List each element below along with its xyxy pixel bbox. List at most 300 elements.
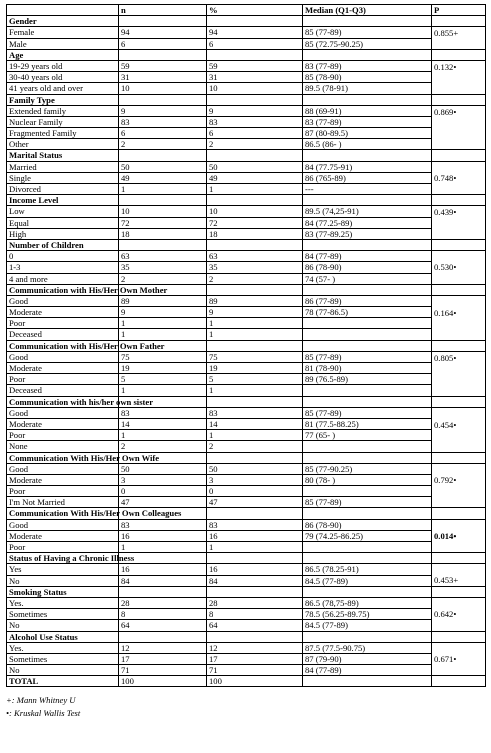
- percent-value: 47: [207, 497, 303, 508]
- median-value: 84 (77-89): [303, 251, 432, 262]
- p-value: 0.439•: [434, 207, 457, 218]
- median-value: 84.5 (77-89): [303, 620, 432, 631]
- empty-cell: [207, 553, 303, 564]
- n-value: 2: [119, 441, 207, 452]
- p-value: 0.453+: [434, 575, 459, 586]
- p-value-cell: [432, 60, 486, 94]
- percent-value: 59: [207, 60, 303, 71]
- n-value: 19: [119, 363, 207, 374]
- n-value: 49: [119, 172, 207, 183]
- percent-value: 14: [207, 418, 303, 429]
- percent-value: 8: [207, 609, 303, 620]
- total-value: [432, 676, 486, 687]
- empty-cell: [303, 16, 432, 27]
- n-value: 14: [119, 418, 207, 429]
- row-label: No: [7, 620, 119, 631]
- row-label: Male: [7, 38, 119, 49]
- table-row: [7, 27, 486, 38]
- section-title: Number of Children: [7, 239, 119, 250]
- n-value: 84: [119, 575, 207, 586]
- section-header-row: [7, 239, 486, 250]
- table-row: [7, 564, 486, 575]
- table-row: [7, 418, 486, 429]
- row-label: Divorced: [7, 184, 119, 195]
- row-label: None: [7, 441, 119, 452]
- empty-cell: [432, 631, 486, 642]
- p-value: 0.454•: [434, 419, 457, 430]
- median-value: 83 (77-89): [303, 60, 432, 71]
- row-label: Single: [7, 172, 119, 183]
- empty-cell: [303, 553, 432, 564]
- row-label: Poor: [7, 430, 119, 441]
- section-title: Family Type: [7, 94, 119, 105]
- empty-cell: [207, 16, 303, 27]
- section-title: Communication with his/her own sister: [7, 396, 119, 407]
- empty-cell: [207, 195, 303, 206]
- table-row: [7, 217, 486, 228]
- n-value: 18: [119, 228, 207, 239]
- p-value: 0.132•: [434, 62, 457, 73]
- empty-cell: [432, 340, 486, 351]
- table-row: [7, 363, 486, 374]
- percent-value: 2: [207, 273, 303, 284]
- empty-cell: [432, 396, 486, 407]
- table-row: [7, 251, 486, 262]
- median-value: 83 (77-89.25): [303, 228, 432, 239]
- percent-value: 89: [207, 295, 303, 306]
- empty-cell: [303, 586, 432, 597]
- n-value: 9: [119, 105, 207, 116]
- section-header-row: [7, 631, 486, 642]
- p-value: 0.869•: [434, 107, 457, 118]
- n-value: 1: [119, 385, 207, 396]
- table-row: [7, 318, 486, 329]
- table-row: [7, 665, 486, 676]
- percent-value: 83: [207, 116, 303, 127]
- table-row: [7, 530, 486, 541]
- empty-cell: [303, 284, 432, 295]
- n-value: 71: [119, 665, 207, 676]
- total-label: TOTAL: [7, 676, 119, 687]
- table-row: [7, 374, 486, 385]
- percent-value: 75: [207, 351, 303, 362]
- p-value-cell: [432, 251, 486, 285]
- median-value: 86 (77-89): [303, 295, 432, 306]
- median-value: 87.5 (77.5-90.75): [303, 642, 432, 653]
- p-value-cell: [432, 295, 486, 340]
- empty-cell: [432, 452, 486, 463]
- percent-value: 84: [207, 575, 303, 586]
- row-label: 41 years old and over: [7, 83, 119, 94]
- row-label: Moderate: [7, 418, 119, 429]
- percent-value: 72: [207, 217, 303, 228]
- percent-value: 2: [207, 139, 303, 150]
- median-value: 80 (78- ): [303, 474, 432, 485]
- table-row: [7, 38, 486, 49]
- row-label: Moderate: [7, 307, 119, 318]
- n-value: 2: [119, 273, 207, 284]
- n-value: 63: [119, 251, 207, 262]
- n-value: 35: [119, 262, 207, 273]
- header-cell: Median (Q1-Q3): [303, 5, 432, 16]
- p-value-cell: [432, 161, 486, 195]
- percent-value: 31: [207, 72, 303, 83]
- percent-value: 6: [207, 128, 303, 139]
- median-value: 86 (78-90): [303, 519, 432, 530]
- median-value: [303, 441, 432, 452]
- row-label: Deceased: [7, 329, 119, 340]
- section-header-row: [7, 340, 486, 351]
- table-row: [7, 206, 486, 217]
- median-value: 87 (79-90): [303, 653, 432, 664]
- percent-value: 17: [207, 653, 303, 664]
- percent-value: 5: [207, 374, 303, 385]
- row-label: Moderate: [7, 530, 119, 541]
- table-row: [7, 105, 486, 116]
- percent-value: 1: [207, 318, 303, 329]
- percent-value: 16: [207, 530, 303, 541]
- p-value: 0.530•: [434, 262, 457, 273]
- header-cell: %: [207, 5, 303, 16]
- n-value: 3: [119, 474, 207, 485]
- empty-cell: [119, 195, 207, 206]
- p-value-cell: [432, 597, 486, 631]
- row-label: Poor: [7, 374, 119, 385]
- empty-cell: [207, 150, 303, 161]
- empty-cell: [119, 239, 207, 250]
- table-body: [7, 16, 486, 687]
- empty-cell: [303, 631, 432, 642]
- percent-value: 94: [207, 27, 303, 38]
- header-cell: n: [119, 5, 207, 16]
- section-header-row: [7, 508, 486, 519]
- median-value: 89 (76.5-89): [303, 374, 432, 385]
- section-title: Status of Having a Chronic Illness: [7, 553, 119, 564]
- percent-value: 83: [207, 407, 303, 418]
- percent-value: 63: [207, 251, 303, 262]
- row-label: Good: [7, 351, 119, 362]
- median-value: 86 (765-89): [303, 172, 432, 183]
- p-value: 0.805•: [434, 353, 457, 364]
- n-value: 50: [119, 161, 207, 172]
- row-label: Good: [7, 519, 119, 530]
- n-value: 89: [119, 295, 207, 306]
- table-row: [7, 139, 486, 150]
- n-value: 1: [119, 430, 207, 441]
- n-value: 10: [119, 83, 207, 94]
- n-value: 6: [119, 128, 207, 139]
- section-header-row: [7, 452, 486, 463]
- n-value: 94: [119, 27, 207, 38]
- empty-cell: [432, 553, 486, 564]
- table-header-row: [7, 5, 486, 16]
- median-value: [303, 542, 432, 553]
- empty-cell: [119, 631, 207, 642]
- percent-value: 9: [207, 105, 303, 116]
- p-value: 0.855+: [434, 27, 459, 38]
- percent-value: 50: [207, 161, 303, 172]
- section-title: Age: [7, 49, 119, 60]
- median-value: 85 (78-90): [303, 72, 432, 83]
- empty-cell: [303, 239, 432, 250]
- empty-cell: [303, 49, 432, 60]
- empty-cell: [207, 340, 303, 351]
- percent-value: 6: [207, 38, 303, 49]
- empty-cell: [207, 508, 303, 519]
- p-value: 0.014•: [434, 530, 457, 541]
- empty-cell: [432, 195, 486, 206]
- p-value-cell: [432, 27, 486, 49]
- table-row: [7, 295, 486, 306]
- p-value-cell: [432, 407, 486, 452]
- empty-cell: [432, 284, 486, 295]
- total-value: 100: [207, 676, 303, 687]
- median-value: ---: [303, 184, 432, 195]
- p-value-cell: [432, 351, 486, 396]
- total-value: 100: [119, 676, 207, 687]
- table-row: [7, 519, 486, 530]
- table-row: [7, 116, 486, 127]
- p-value: 0.671•: [434, 653, 457, 664]
- table-row: [7, 497, 486, 508]
- n-value: 1: [119, 329, 207, 340]
- empty-cell: [432, 150, 486, 161]
- row-label: Poor: [7, 542, 119, 553]
- n-value: 5: [119, 374, 207, 385]
- section-header-row: [7, 94, 486, 105]
- empty-cell: [119, 94, 207, 105]
- percent-value: 49: [207, 172, 303, 183]
- median-value: 84 (77.75-91): [303, 161, 432, 172]
- n-value: 1: [119, 184, 207, 195]
- n-value: 28: [119, 597, 207, 608]
- n-value: 8: [119, 609, 207, 620]
- median-value: 85 (77-90.25): [303, 463, 432, 474]
- percent-value: 1: [207, 329, 303, 340]
- p-value-cell: [432, 564, 486, 586]
- row-label: Married: [7, 161, 119, 172]
- row-label: No: [7, 575, 119, 586]
- percent-value: 1: [207, 184, 303, 195]
- median-value: 89.5 (78-91): [303, 83, 432, 94]
- row-label: Good: [7, 463, 119, 474]
- p-value-cell: [432, 463, 486, 508]
- percent-value: 35: [207, 262, 303, 273]
- section-title: Marital Status: [7, 150, 119, 161]
- n-value: 83: [119, 116, 207, 127]
- empty-cell: [303, 340, 432, 351]
- median-value: 84 (77-89): [303, 665, 432, 676]
- n-value: 0: [119, 486, 207, 497]
- row-label: Poor: [7, 486, 119, 497]
- table-row: [7, 441, 486, 452]
- section-title: Gender: [7, 16, 119, 27]
- table-row: [7, 474, 486, 485]
- n-value: 59: [119, 60, 207, 71]
- row-label: 4 and more: [7, 273, 119, 284]
- row-label: Poor: [7, 318, 119, 329]
- table-notes: [6, 694, 485, 720]
- empty-cell: [207, 452, 303, 463]
- empty-cell: [432, 16, 486, 27]
- section-title: Communication with His/Her Own Mother: [7, 284, 119, 295]
- row-label: Sometimes: [7, 653, 119, 664]
- table-row: [7, 351, 486, 362]
- row-label: Good: [7, 295, 119, 306]
- table-row: [7, 128, 486, 139]
- row-label: 1-3: [7, 262, 119, 273]
- section-title: Communication With His/Her Own Wife: [7, 452, 119, 463]
- table-row: [7, 385, 486, 396]
- row-label: Female: [7, 27, 119, 38]
- empty-cell: [207, 631, 303, 642]
- table-row: [7, 172, 486, 183]
- n-value: 17: [119, 653, 207, 664]
- empty-cell: [432, 49, 486, 60]
- table-row: [7, 307, 486, 318]
- empty-cell: [303, 452, 432, 463]
- section-header-row: [7, 284, 486, 295]
- total-value: [303, 676, 432, 687]
- table-row: [7, 83, 486, 94]
- empty-cell: [303, 508, 432, 519]
- row-label: Other: [7, 139, 119, 150]
- n-value: 64: [119, 620, 207, 631]
- percent-value: 1: [207, 542, 303, 553]
- section-header-row: [7, 150, 486, 161]
- row-label: Yes.: [7, 597, 119, 608]
- n-value: 83: [119, 519, 207, 530]
- median-value: [303, 486, 432, 497]
- row-label: Equal: [7, 217, 119, 228]
- median-value: [303, 385, 432, 396]
- n-value: 12: [119, 642, 207, 653]
- median-value: 84 (77.25-89): [303, 217, 432, 228]
- percent-value: 28: [207, 597, 303, 608]
- n-value: 10: [119, 206, 207, 217]
- section-header-row: [7, 16, 486, 27]
- empty-cell: [207, 586, 303, 597]
- row-label: Extended family: [7, 105, 119, 116]
- percent-value: 1: [207, 430, 303, 441]
- empty-cell: [207, 239, 303, 250]
- table-row: [7, 228, 486, 239]
- median-value: 86.5 (78,75-89): [303, 597, 432, 608]
- table-row: [7, 620, 486, 631]
- p-value-cell: [432, 519, 486, 553]
- row-label: 0: [7, 251, 119, 262]
- section-title: Communication with His/Her Own Father: [7, 340, 119, 351]
- row-label: 19-29 years old: [7, 60, 119, 71]
- row-label: Moderate: [7, 363, 119, 374]
- median-value: 85 (77-89): [303, 497, 432, 508]
- n-value: 16: [119, 530, 207, 541]
- empty-cell: [432, 94, 486, 105]
- empty-cell: [303, 94, 432, 105]
- table-row: [7, 542, 486, 553]
- section-header-row: [7, 195, 486, 206]
- results-table: [6, 4, 486, 687]
- percent-value: 19: [207, 363, 303, 374]
- p-value: 0.792•: [434, 475, 457, 486]
- table-row: [7, 329, 486, 340]
- percent-value: 50: [207, 463, 303, 474]
- n-value: 6: [119, 38, 207, 49]
- n-value: 9: [119, 307, 207, 318]
- section-title: Alcohol Use Status: [7, 631, 119, 642]
- row-label: Deceased: [7, 385, 119, 396]
- empty-cell: [119, 16, 207, 27]
- median-value: 86.5 (78.25-91): [303, 564, 432, 575]
- section-title: Smoking Status: [7, 586, 119, 597]
- section-title: Communication With His/Her Own Colleagues: [7, 508, 119, 519]
- table-row: [7, 575, 486, 586]
- p-value: 0.642•: [434, 609, 457, 620]
- percent-value: 12: [207, 642, 303, 653]
- median-value: 78 (77-86.5): [303, 307, 432, 318]
- table-row: [7, 653, 486, 664]
- median-value: 81 (77.5-88.25): [303, 418, 432, 429]
- section-header-row: [7, 553, 486, 564]
- percent-value: 18: [207, 228, 303, 239]
- row-label: I'm Not Married: [7, 497, 119, 508]
- p-value-cell: [432, 642, 486, 676]
- table-row: [7, 463, 486, 474]
- row-label: Yes.: [7, 642, 119, 653]
- empty-cell: [432, 239, 486, 250]
- header-cell: P: [432, 5, 486, 16]
- row-label: Nuclear Family: [7, 116, 119, 127]
- empty-cell: [207, 284, 303, 295]
- table-row: [7, 407, 486, 418]
- empty-cell: [303, 195, 432, 206]
- percent-value: 64: [207, 620, 303, 631]
- median-value: [303, 318, 432, 329]
- row-label: Fragmented Family: [7, 128, 119, 139]
- empty-cell: [303, 150, 432, 161]
- median-value: 77 (65- ): [303, 430, 432, 441]
- table-row: [7, 430, 486, 441]
- median-value: 85 (72.75-90.25): [303, 38, 432, 49]
- median-value: 85 (77-89): [303, 351, 432, 362]
- empty-cell: [303, 396, 432, 407]
- n-value: 83: [119, 407, 207, 418]
- percent-value: 2: [207, 441, 303, 452]
- n-value: 75: [119, 351, 207, 362]
- note-mann-whitney: +: Mann Whitney U: [6, 695, 76, 706]
- percent-value: 9: [207, 307, 303, 318]
- table-row: [7, 60, 486, 71]
- n-value: 1: [119, 542, 207, 553]
- median-value: 74 (57- ): [303, 273, 432, 284]
- note-kruskal-wallis: •: Kruskal Wallis Test: [6, 708, 81, 719]
- median-value: 85 (77-89): [303, 27, 432, 38]
- section-header-row: [7, 396, 486, 407]
- section-header-row: [7, 586, 486, 597]
- section-header-row: [7, 49, 486, 60]
- table-row: [7, 486, 486, 497]
- table-row: [7, 262, 486, 273]
- p-value: 0.748•: [434, 172, 457, 183]
- n-value: 1: [119, 318, 207, 329]
- n-value: 31: [119, 72, 207, 83]
- median-value: 83 (77-89): [303, 116, 432, 127]
- header-cell: [7, 5, 119, 16]
- p-value: 0.164•: [434, 307, 457, 318]
- table-row: [7, 273, 486, 284]
- percent-value: 16: [207, 564, 303, 575]
- median-value: 78.5 (56.25-89.75): [303, 609, 432, 620]
